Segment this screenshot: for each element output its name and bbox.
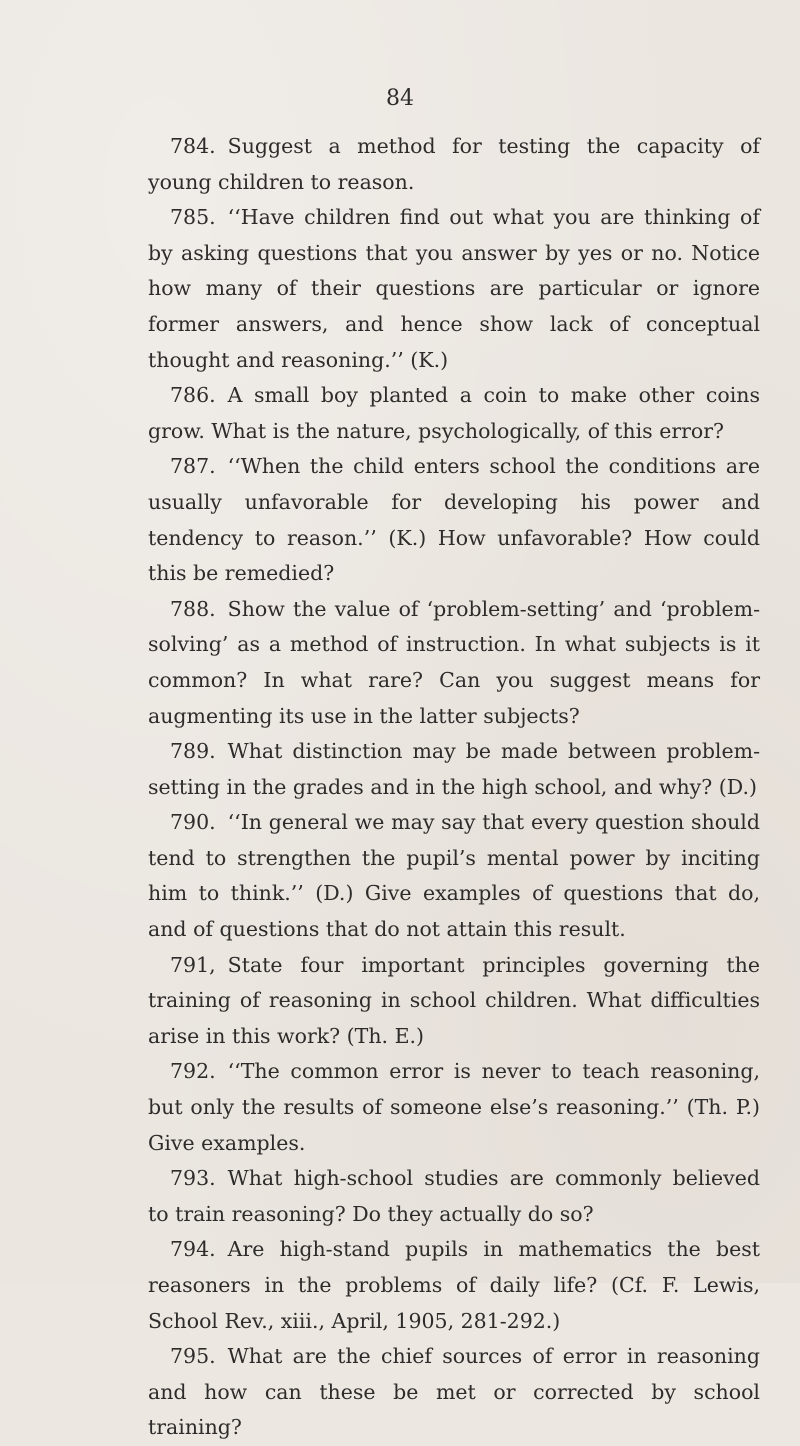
question-number: 790. bbox=[170, 810, 216, 835]
question-entry bbox=[148, 805, 760, 947]
question-entry bbox=[148, 948, 760, 1055]
question-number: 786. bbox=[170, 383, 216, 408]
question-text: What high-school studies are commonly believed to train reasoning? Do they actually do so? bbox=[148, 1166, 760, 1226]
question-number: 794. bbox=[170, 1237, 216, 1262]
question-number: 784. bbox=[170, 134, 216, 158]
question-text: Show the value of ‘problem-setting’ and ‘problem-solving’ as a method of instruction. In what subjects is it common? In what rare? Can you suggest means for augmenting its use in the latter subjects? bbox=[148, 596, 760, 728]
question-text: ‘‘Have children find out what you are thinking of by asking questions that you answer by yes or no. Notice how many of their questions are particular or ignore former answers, and hence show lack of conceptual thought and reasoning.’’ (K.) bbox=[148, 205, 760, 372]
question-text: Are high-stand pupils in mathematics the best reasoners in the problems of daily life? (Cf. F. Lewis, School Rev., xiii., April, 1905, 281-292.) bbox=[148, 1237, 760, 1333]
question-entry bbox=[148, 378, 760, 449]
question-text: ‘‘In general we may say that every question should tend to strengthen the pupil’s mental power by inciting him to think.’’ (D.) Give examples of questions that do, and of questions that do not attain this result. bbox=[148, 810, 760, 942]
question-text: Suggest a method for testing the capacity of young children to reason. bbox=[148, 134, 760, 194]
question-number: 793. bbox=[170, 1166, 216, 1191]
question-entry bbox=[148, 200, 760, 378]
question-entry bbox=[148, 449, 760, 591]
question-number: 789. bbox=[170, 739, 216, 764]
question-text: ‘‘When the child enters school the conditions are usually unfavorable for developing his power and tendency to reason.’’ (K.) How unfavorable? How could this be remedied? bbox=[148, 454, 760, 586]
question-entry bbox=[148, 1161, 760, 1232]
question-number: 791, bbox=[170, 952, 216, 977]
question-entry bbox=[148, 1054, 760, 1161]
question-text: State four important principles governing the training of reasoning in school children. What difficulties arise in this work? (Th. E.) bbox=[148, 952, 760, 1048]
question-text: A small boy planted a coin to make other coins grow. What is the nature, psychologically, of this error? bbox=[148, 383, 760, 443]
question-entry bbox=[148, 592, 760, 734]
question-entry bbox=[148, 1232, 760, 1339]
question-number: 787. bbox=[170, 454, 216, 479]
question-number: 795. bbox=[170, 1344, 216, 1369]
question-number: 788. bbox=[170, 596, 216, 621]
page-number: 84 bbox=[386, 86, 414, 111]
question-number: 792. bbox=[170, 1059, 216, 1084]
question-text: What distinction may be made between problem-setting in the grades and in the high school, and why? (D.) bbox=[148, 739, 760, 799]
question-entry bbox=[148, 129, 760, 200]
question-entry bbox=[148, 734, 760, 805]
question-text: What are the chief sources of error in reasoning and how can these be met or corrected by school training? bbox=[148, 1344, 760, 1440]
question-entry bbox=[148, 1339, 760, 1446]
question-list bbox=[148, 129, 760, 1446]
question-text: ‘‘The common error is never to teach reasoning, but only the results of someone else’s reasoning.’’ (Th. P.) Give examples. bbox=[148, 1059, 760, 1155]
question-number: 785. bbox=[170, 205, 216, 230]
